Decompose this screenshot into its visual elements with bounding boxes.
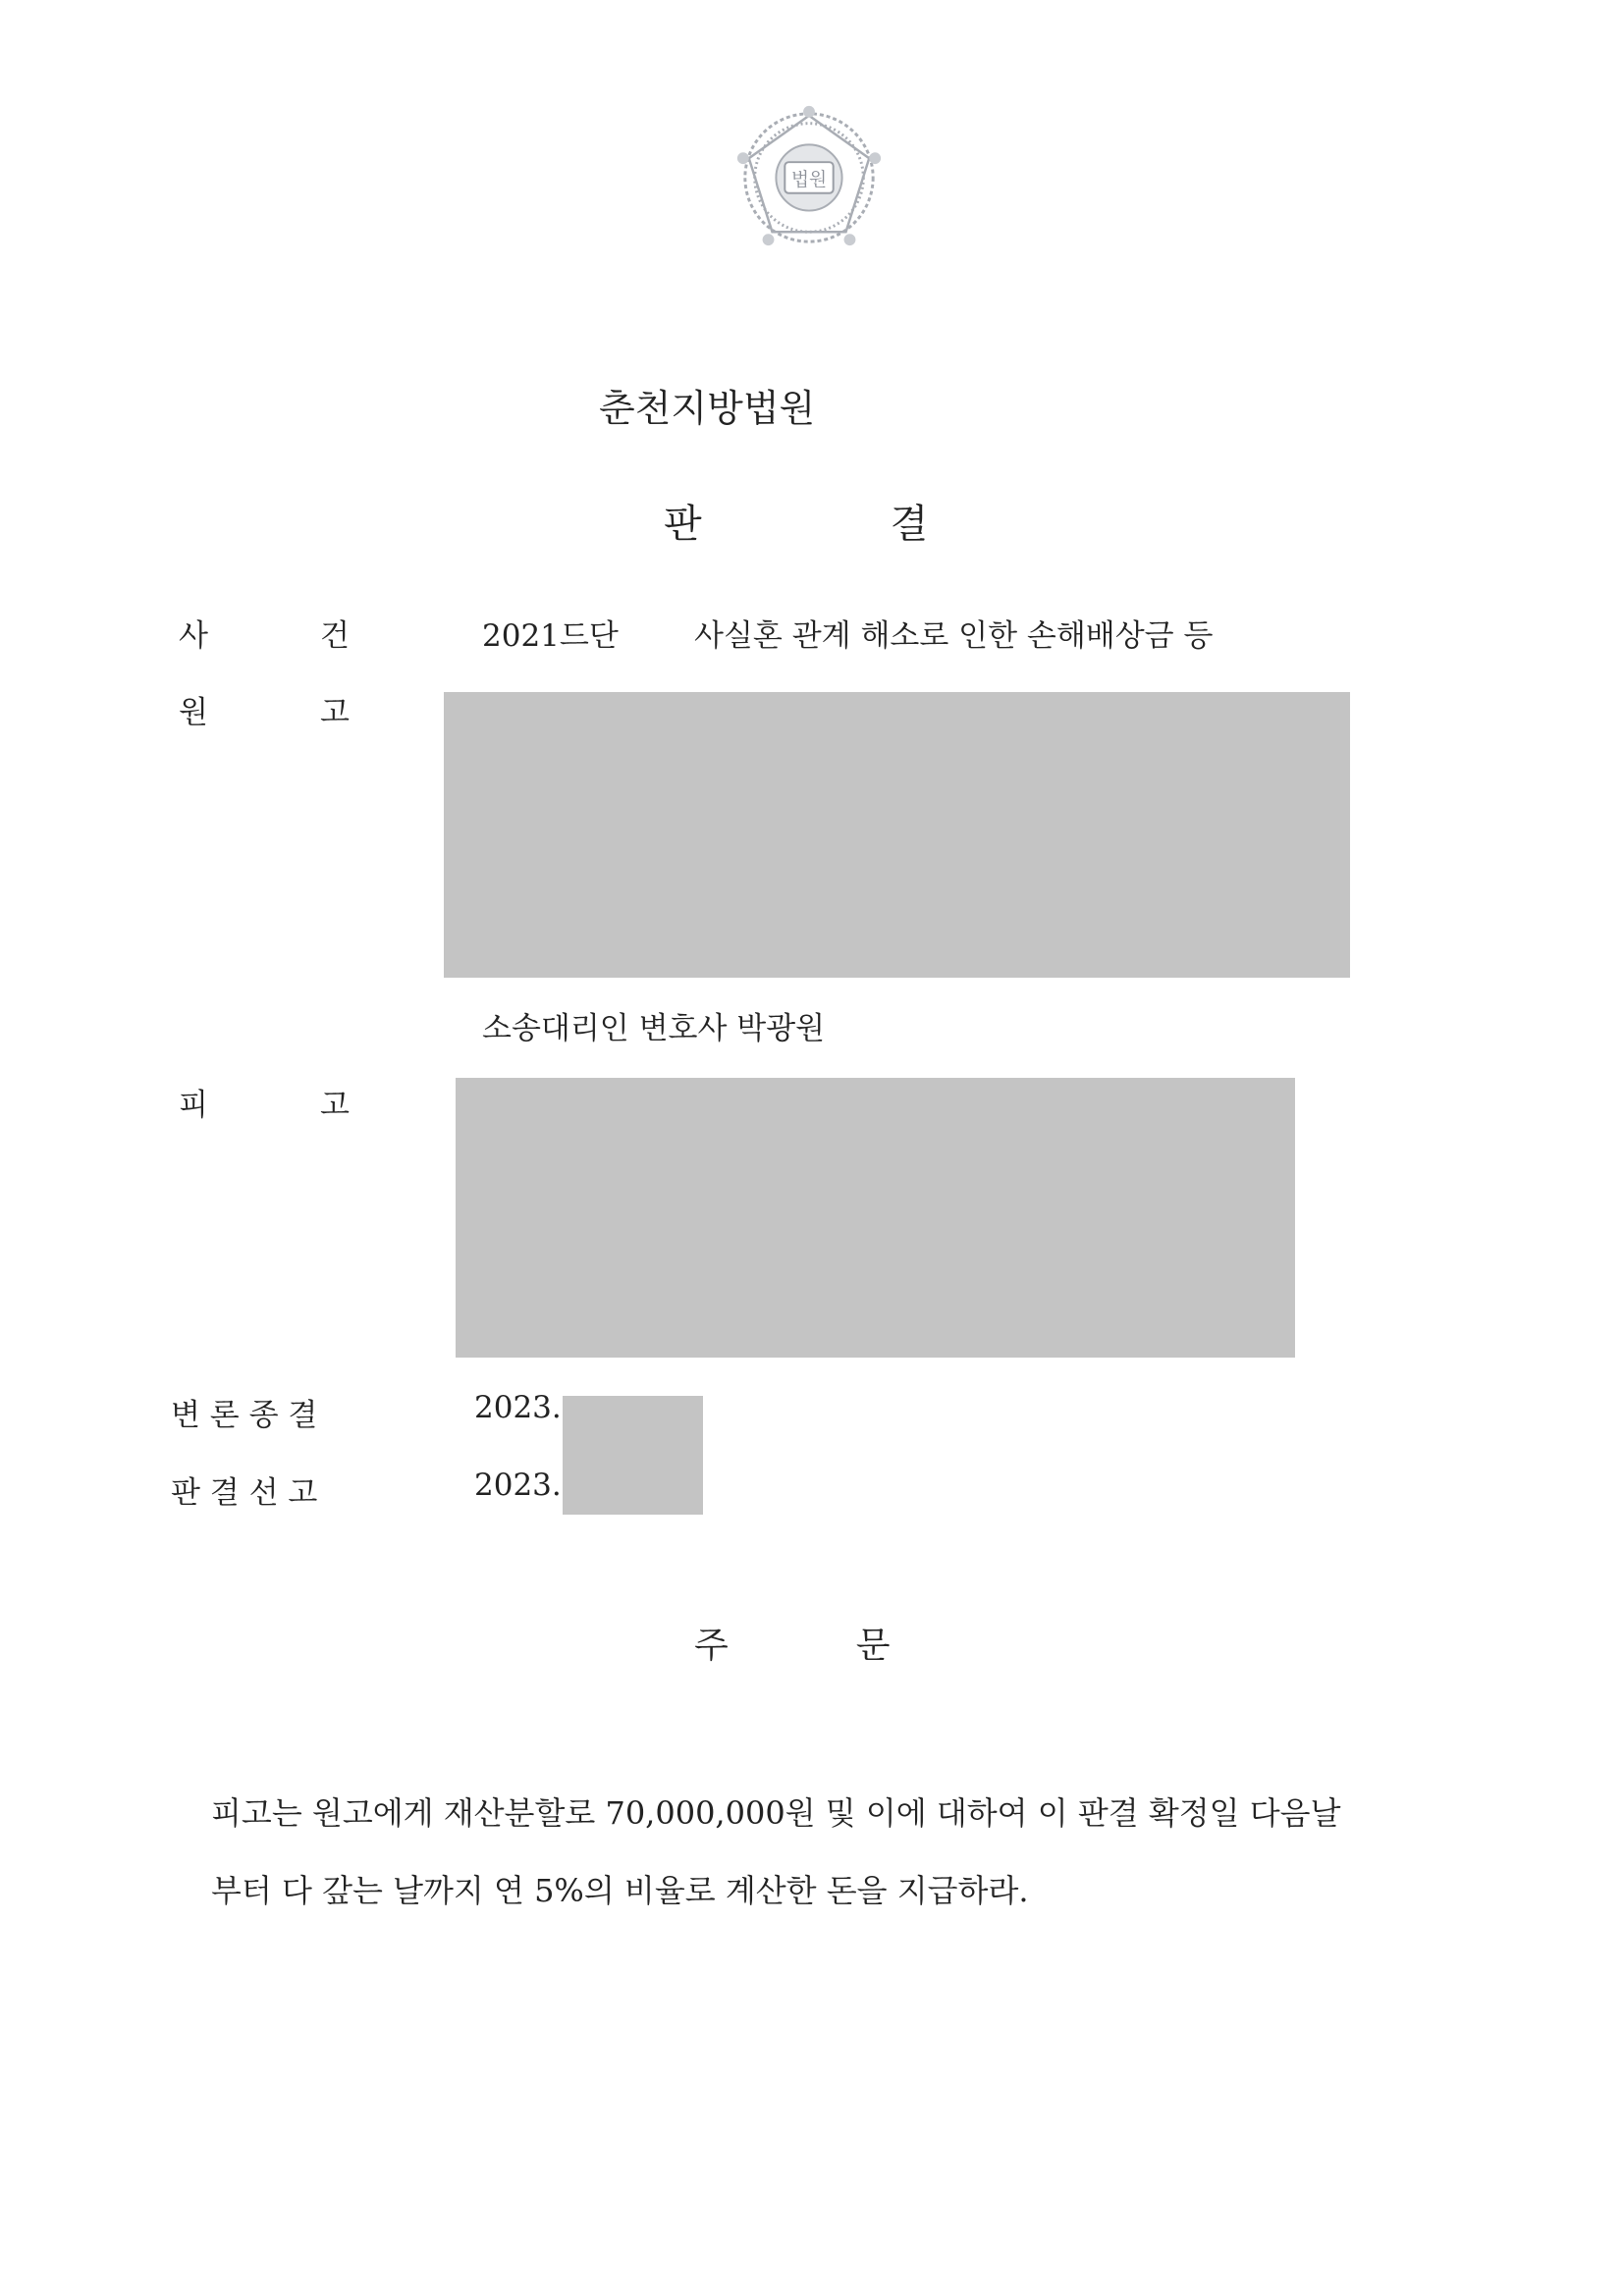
- order-line-2: 부터 다 갚는 날까지 연 5%의 비율로 계산한 돈을 지급하라.: [211, 1872, 1029, 1909]
- order-line-1: 피고는 원고에게 재산분할로 70,000,000원 및 이에 대하여 이 판결 확정일 다음날: [211, 1794, 1341, 1832]
- judgment-date-label: 판 결 선 고: [171, 1475, 318, 1511]
- hearing-end-label: 변 론 종 결: [171, 1398, 318, 1433]
- case-label-left: 사: [179, 618, 208, 654]
- court-name: 춘천지방법원: [599, 387, 816, 430]
- court-seal-icon: [731, 98, 887, 253]
- defendant-label-right: 고: [320, 1088, 350, 1123]
- plaintiff-counsel: 소송대리인 변호사 박광원: [482, 1011, 826, 1046]
- order-title-left: 주: [694, 1626, 729, 1666]
- plaintiff-redaction: [444, 692, 1350, 978]
- order-title-right: 문: [855, 1626, 891, 1666]
- judgment-date-year: 2023.: [474, 1468, 562, 1503]
- document-title: [664, 493, 928, 549]
- document-title-right: 결: [890, 502, 929, 547]
- date-redaction: [563, 1396, 703, 1515]
- court-emblem: [731, 98, 887, 253]
- plaintiff-label-right: 고: [320, 695, 350, 730]
- case-number: 2021드단: [482, 618, 619, 654]
- plaintiff-label-left: 원: [179, 695, 208, 730]
- case-label-right: 건: [320, 618, 350, 654]
- document-title-left: 판: [664, 502, 702, 547]
- defendant-label-left: 피: [179, 1088, 208, 1123]
- seal-text: 법원: [790, 169, 828, 190]
- order-section-title: [694, 1618, 891, 1668]
- case-title: 사실혼 관계 해소로 인한 손해배상금 등: [694, 618, 1214, 654]
- hearing-end-year: 2023.: [474, 1390, 562, 1425]
- defendant-redaction: [456, 1078, 1295, 1358]
